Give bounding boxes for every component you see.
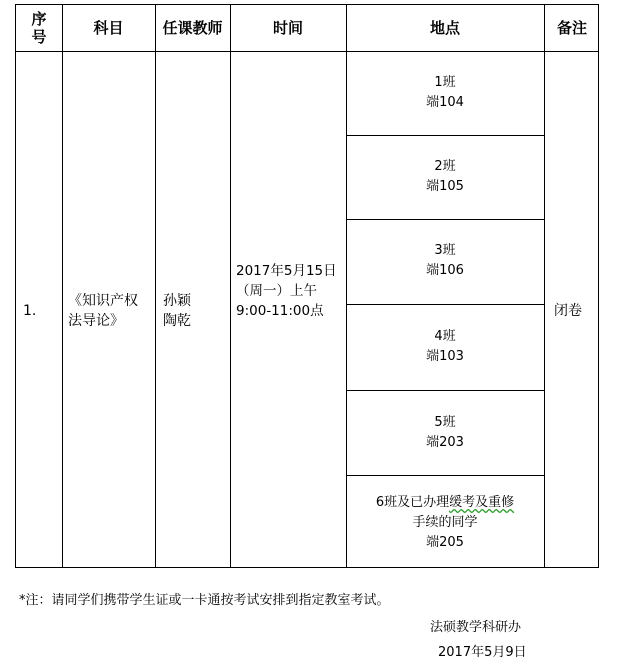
location-item: 5班 端203 <box>426 415 464 450</box>
header-time: 时间 <box>272 19 303 37</box>
header-seq: 序号 <box>31 10 47 46</box>
cell-seq: 1. <box>23 303 37 319</box>
header-remark: 备注 <box>556 19 587 37</box>
cell-teachers <box>163 291 191 331</box>
header-subject: 科目 <box>93 19 124 37</box>
location-item: 2班 端105 <box>426 159 464 194</box>
cell-time: 2017年5月15日（周一）上午9:00-11:00点 <box>236 263 337 319</box>
signature-org: 法硕教学科研办 <box>430 620 522 635</box>
exam-schedule-table <box>15 4 599 568</box>
column-divider <box>230 5 231 567</box>
cell-subject: 《知识产权法导论》 <box>68 293 138 329</box>
header-divider <box>16 51 598 52</box>
location-item: 1班 端104 <box>426 75 464 110</box>
location-item: 6班及已办理缓考及重修 手续的同学 端205 <box>375 495 515 550</box>
location-item: 4班 端103 <box>426 329 464 364</box>
teacher-name: 陶乾 <box>163 313 191 329</box>
cell-remark: 闭卷 <box>554 303 582 319</box>
spellcheck-underlined-text: 缓考及重修 <box>449 495 515 510</box>
column-divider <box>62 5 63 567</box>
column-divider <box>544 5 545 567</box>
row-divider <box>346 219 544 220</box>
signature-date: 2017年5月9日 <box>438 645 527 660</box>
row-divider <box>346 390 544 391</box>
header-teacher: 任课教师 <box>162 19 223 37</box>
row-divider <box>346 135 544 136</box>
header-location: 地点 <box>429 19 460 37</box>
column-divider <box>155 5 156 567</box>
teacher-name: 孙颖 <box>163 293 191 309</box>
row-divider <box>346 304 544 305</box>
location-item: 3班 端106 <box>426 243 464 278</box>
row-divider <box>346 475 544 476</box>
footnote: *注：请同学们携带学生证或一卡通按考试安排到指定教室考试。 <box>19 593 390 608</box>
